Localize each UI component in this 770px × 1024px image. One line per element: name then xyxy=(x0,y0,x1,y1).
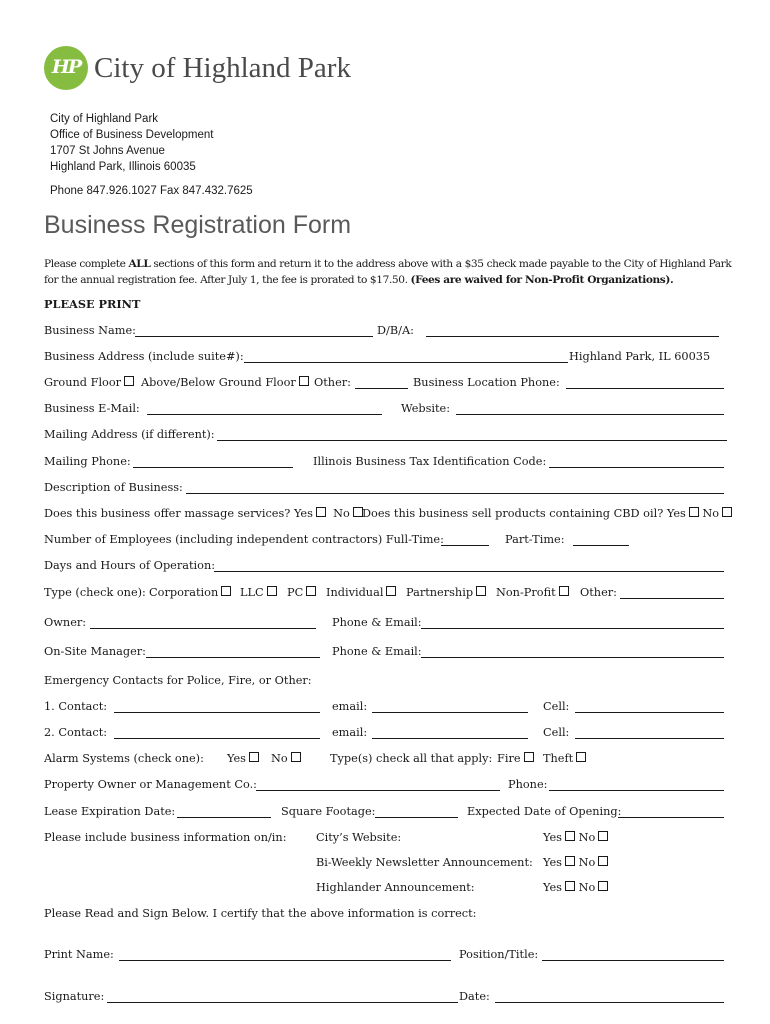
ground-floor-option[interactable]: Ground Floor xyxy=(44,376,134,389)
city-website-options[interactable]: Yes No xyxy=(543,831,608,844)
part-time-field[interactable] xyxy=(573,545,629,546)
type-other-field[interactable] xyxy=(620,598,724,599)
contact2-cell-label: Cell: xyxy=(543,726,570,739)
onsite-manager-label: On-Site Manager: xyxy=(44,645,146,658)
address-line-2: Office of Business Development xyxy=(50,129,214,141)
lease-expiration-label: Lease Expiration Date: xyxy=(44,805,176,818)
city-website-label: City’s Website: xyxy=(316,831,402,844)
logo-monogram: HP xyxy=(51,56,81,78)
type-individual[interactable]: Individual xyxy=(326,586,396,599)
expected-opening-field[interactable] xyxy=(618,817,724,818)
highlander-label: Highlander Announcement: xyxy=(316,881,475,894)
tax-id-field[interactable] xyxy=(549,467,724,468)
print-name-field[interactable] xyxy=(119,960,451,961)
alarm-theft-option[interactable]: Theft xyxy=(543,752,586,765)
business-name-label: Business Name: xyxy=(44,324,136,337)
contact1-cell-field[interactable] xyxy=(575,712,724,713)
massage-yes-checkbox[interactable] xyxy=(316,507,326,517)
email-label: Business E-Mail: xyxy=(44,402,140,415)
position-title-field[interactable] xyxy=(542,960,724,961)
part-time-label: Part-Time: xyxy=(505,533,565,546)
above-below-checkbox[interactable] xyxy=(299,376,309,386)
description-field[interactable] xyxy=(186,493,724,494)
cbd-yes-checkbox[interactable] xyxy=(689,507,699,517)
city-website-yes-checkbox[interactable] xyxy=(565,831,575,841)
page-title: Business Registration Form xyxy=(44,211,352,239)
date-label: Date: xyxy=(459,990,490,1003)
alarm-no-checkbox[interactable] xyxy=(291,752,301,762)
address-line-1: City of Highland Park xyxy=(50,113,159,125)
signature-field[interactable] xyxy=(107,1002,458,1003)
mailing-phone-field[interactable] xyxy=(133,467,293,468)
contact2-email-label: email: xyxy=(332,726,368,739)
manager-phone-email-field[interactable] xyxy=(421,657,724,658)
contact2-cell-field[interactable] xyxy=(575,738,724,739)
type-pc[interactable]: PC xyxy=(287,586,316,599)
onsite-manager-field[interactable] xyxy=(146,657,320,658)
address-suffix: Highland Park, IL 60035 xyxy=(569,350,711,363)
massage-question: Does this business offer massage services? Yes No xyxy=(44,507,363,520)
expected-opening-label: Expected Date of Opening: xyxy=(467,805,622,818)
location-phone-field[interactable] xyxy=(566,388,724,389)
business-address-label: Business Address (include suite#): xyxy=(44,350,244,363)
tax-id-label: Illinois Business Tax Identification Code: xyxy=(313,455,547,468)
type-other-label: Other: xyxy=(580,586,617,599)
above-below-option[interactable]: Above/Below Ground Floor xyxy=(141,376,309,389)
address-line-4: Highland Park, Illinois 60035 xyxy=(50,161,196,173)
address-line-3: 1707 St Johns Avenue xyxy=(50,145,165,157)
mailing-address-field[interactable] xyxy=(217,440,727,441)
newsletter-label: Bi-Weekly Newsletter Announcement: xyxy=(316,856,533,869)
property-owner-field[interactable] xyxy=(256,790,500,791)
ground-floor-checkbox[interactable] xyxy=(124,376,134,386)
include-info-label: Please include business information on/in: xyxy=(44,831,287,844)
days-hours-field[interactable] xyxy=(214,571,724,572)
owner-field[interactable] xyxy=(90,628,316,629)
contact1-email-field[interactable] xyxy=(372,712,528,713)
alarm-yes-checkbox[interactable] xyxy=(249,752,259,762)
please-print-label: PLEASE PRINT xyxy=(44,297,141,311)
date-field[interactable] xyxy=(495,1002,724,1003)
contact1-cell-label: Cell: xyxy=(543,700,570,713)
location-phone-label: Business Location Phone: xyxy=(413,376,560,389)
position-title-label: Position/Title: xyxy=(459,948,539,961)
newsletter-no-checkbox[interactable] xyxy=(598,856,608,866)
dba-label: D/B/A: xyxy=(377,324,414,337)
partnership-checkbox[interactable] xyxy=(476,586,486,596)
cbd-question: Does this business sell products containing CBD oil? Yes No xyxy=(362,507,732,520)
pc-checkbox[interactable] xyxy=(306,586,316,596)
lease-expiration-field[interactable] xyxy=(177,817,271,818)
contact2-field[interactable] xyxy=(114,738,320,739)
manager-phone-email-label: Phone & Email: xyxy=(332,645,422,658)
highlander-yes-checkbox[interactable] xyxy=(565,881,575,891)
owner-label: Owner: xyxy=(44,616,87,629)
intro-paragraph: Please complete ALL sections of this form and return it to the address above with a $35 check made payable to the City of Highland Park for the annual registration fee. After July 1, the fee is prorated to $17.50. (Fees are waived for Non-Profit Organizations). xyxy=(44,258,732,286)
llc-checkbox[interactable] xyxy=(267,586,277,596)
square-footage-field[interactable] xyxy=(375,817,458,818)
dba-field[interactable] xyxy=(426,336,719,337)
type-corporation[interactable]: Corporation xyxy=(149,586,231,599)
mailing-phone-label: Mailing Phone: xyxy=(44,455,131,468)
type-partnership[interactable]: Partnership xyxy=(406,586,486,599)
alarm-no-option[interactable]: No xyxy=(271,752,301,765)
contact2-label: 2. Contact: xyxy=(44,726,108,739)
contact2-email-field[interactable] xyxy=(372,738,528,739)
full-time-field[interactable] xyxy=(441,545,489,546)
corporation-checkbox[interactable] xyxy=(221,586,231,596)
alarm-yes-option[interactable]: Yes xyxy=(227,752,259,765)
contact1-label: 1. Contact: xyxy=(44,700,108,713)
fire-checkbox[interactable] xyxy=(524,752,534,762)
employees-label: Number of Employees (including independent contractors) Full-Time: xyxy=(44,533,444,546)
signature-label: Signature: xyxy=(44,990,105,1003)
alarm-label: Alarm Systems (check one): xyxy=(44,752,204,765)
city-website-no-checkbox[interactable] xyxy=(598,831,608,841)
website-field[interactable] xyxy=(456,414,724,415)
highlander-no-checkbox[interactable] xyxy=(598,881,608,891)
certify-text: Please Read and Sign Below. I certify that the above information is correct: xyxy=(44,907,477,920)
property-owner-label: Property Owner or Management Co.: xyxy=(44,778,257,791)
owner-phone-email-field[interactable] xyxy=(421,628,724,629)
newsletter-yes-checkbox[interactable] xyxy=(565,856,575,866)
alarm-types-label: Type(s) check all that apply: xyxy=(330,752,493,765)
email-field[interactable] xyxy=(147,414,382,415)
type-label: Type (check one): xyxy=(44,586,146,599)
square-footage-label: Square Footage: xyxy=(281,805,376,818)
newsletter-options[interactable]: Yes No xyxy=(543,856,608,869)
type-llc[interactable]: LLC xyxy=(240,586,277,599)
property-phone-field[interactable] xyxy=(549,790,724,791)
property-phone-label: Phone: xyxy=(508,778,548,791)
highlander-options[interactable]: Yes No xyxy=(543,881,608,894)
nonprofit-checkbox[interactable] xyxy=(559,586,569,596)
theft-checkbox[interactable] xyxy=(576,752,586,762)
contact1-email-label: email: xyxy=(332,700,368,713)
cbd-no-checkbox[interactable] xyxy=(722,507,732,517)
other-floor-field[interactable] xyxy=(355,388,408,389)
other-floor-label: Other: xyxy=(314,376,351,389)
business-name-field[interactable] xyxy=(135,336,373,337)
owner-phone-email-label: Phone & Email: xyxy=(332,616,422,629)
contact1-field[interactable] xyxy=(114,712,320,713)
website-label: Website: xyxy=(401,402,451,415)
type-nonprofit[interactable]: Non-Profit xyxy=(496,586,569,599)
individual-checkbox[interactable] xyxy=(386,586,396,596)
days-hours-label: Days and Hours of Operation: xyxy=(44,559,216,572)
description-label: Description of Business: xyxy=(44,481,183,494)
business-address-field[interactable] xyxy=(244,362,568,363)
phone-fax: Phone 847.926.1027 Fax 847.432.7625 xyxy=(50,185,253,197)
logo-wordmark: City of Highland Park xyxy=(94,52,351,84)
emergency-label: Emergency Contacts for Police, Fire, or Other: xyxy=(44,674,312,687)
print-name-label: Print Name: xyxy=(44,948,114,961)
mailing-address-label: Mailing Address (if different): xyxy=(44,428,215,441)
alarm-fire-option[interactable]: Fire xyxy=(497,752,534,765)
